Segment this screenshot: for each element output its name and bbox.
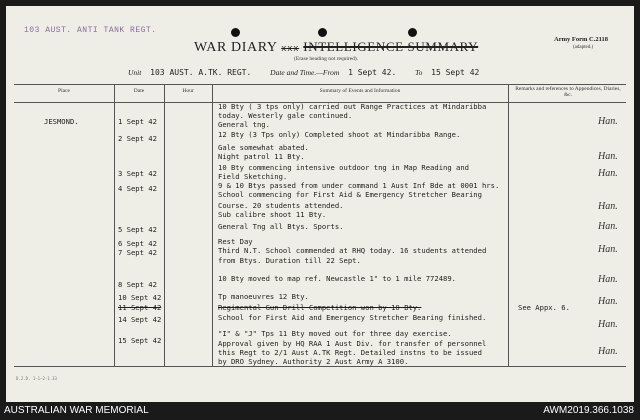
entry-line: Third N.T. School commended at RHQ today. 16 students attended [218, 246, 487, 255]
initials-signature: Han. [598, 244, 618, 255]
entry-date: 15 Sept 42 [118, 336, 162, 345]
entry-date: 6 Sept 42 [118, 239, 157, 248]
initials-signature: Han. [598, 346, 618, 357]
date-label: Date and Time.—From [270, 68, 340, 77]
entry-line: 12 Bty (3 Tps only) Completed shoot at Mindaribba Range. [218, 130, 461, 139]
initials-signature: Han. [598, 221, 618, 232]
column-rule [508, 84, 509, 366]
date-to: 15 Sept 42 [431, 68, 480, 77]
form-sub: (adapted.) [573, 45, 594, 50]
entry-date: 4 Sept 42 [118, 184, 157, 193]
place-value: JESMOND. [44, 117, 79, 126]
title-struck-text: INTELLIGENCE SUMMARY [303, 39, 479, 54]
punch-hole-icon [408, 28, 417, 37]
column-rule [212, 84, 213, 366]
unit-label: Unit [128, 68, 142, 77]
footer-institution: AUSTRALIAN WAR MEMORIAL [4, 405, 149, 416]
entry-line: Rest Day [218, 237, 253, 246]
entry-date: 3 Sept 42 [118, 169, 157, 178]
punch-hole-icon [318, 28, 327, 37]
unit-stamp: 103 AUST. ANTI TANK REGT. [24, 26, 157, 35]
entry-line: School commencing for First Aid & Emergency Stretcher Bearing [218, 190, 482, 199]
entry-line: "I" & "J" Tps 11 Bty moved out for three day exercise. [218, 329, 452, 338]
entry-line: 10 Bty commencing intensive outdoor tng in Map Reading and [218, 163, 469, 172]
initials-signature: Han. [598, 274, 618, 285]
entry-line: Field Sketching. [218, 172, 288, 181]
entry-line: this Regt to 2/1 Aust A.TK Regt. Detailed instns to be issued [218, 348, 482, 357]
unit-value: 103 AUST. A.TK. REGT. [150, 68, 252, 77]
print-mark: D.2.D. 1-1—2-1.33 [16, 376, 57, 381]
table-top-rule [14, 84, 626, 85]
header-date: Date [133, 88, 145, 94]
column-rule [114, 84, 115, 366]
to-label: To [415, 68, 423, 77]
entry-date: 5 Sept 42 [118, 225, 157, 234]
entry-line: Night patrol 11 Bty. [218, 152, 305, 161]
entry-line: by DRO Sydney. Authority 2 Aust Army A 3100. [218, 357, 409, 366]
entry-date: 10 Sept 42 [118, 293, 162, 302]
entry-date: 1 Sept 42 [118, 117, 157, 126]
form-number: Army Form C.2118 [554, 36, 608, 43]
title-note: (Erase heading not required). [294, 56, 359, 62]
header-place: Place [58, 88, 70, 94]
entry-line: 9 & 10 Btys passed from under command 1 Aust Inf Bde at 0001 hrs. [218, 181, 500, 190]
entry-date: 11 Sept 42 [118, 303, 162, 312]
initials-signature: Han. [598, 201, 618, 212]
entry-line: Gale somewhat abated. [218, 143, 309, 152]
entry-date: 14 Sept 42 [118, 315, 162, 324]
title-struck-xx: xxx [281, 44, 300, 54]
entry-line: Regimental Gun Drill Competition won by 10 Bty. [218, 303, 422, 312]
initials-signature: Han. [598, 319, 618, 330]
table-bottom-rule [14, 366, 626, 367]
remark-appendix: See Appx. 6. [518, 303, 570, 312]
entry-date: 2 Sept 42 [118, 134, 157, 143]
unit-row [128, 68, 493, 77]
entry-line: General tng. [218, 120, 270, 129]
entry-line: today. Westerly gale continued. [218, 111, 353, 120]
page-title [194, 39, 478, 56]
entry-line: School for First Aid and Emergency Stretcher Bearing finished. [218, 313, 487, 322]
entry-line: Sub calibre shoot 11 Bty. [218, 210, 327, 219]
entry-line: 10 Bty moved to map ref. Newcastle 1" to 1 mile 772489. [218, 274, 456, 283]
initials-signature: Han. [598, 168, 618, 179]
punch-hole-icon [231, 28, 240, 37]
header-hour: Hour [182, 88, 194, 94]
date-from: 1 Sept 42. [348, 68, 397, 77]
initials-signature: Han. [598, 296, 618, 307]
footer-catalog-number: AWM2019.366.1038 [543, 405, 634, 416]
initials-signature: Han. [598, 151, 618, 162]
header-summary: Summary of Events and Information [319, 88, 401, 94]
diary-page [6, 6, 634, 402]
title-prefix: WAR DIARY [194, 40, 278, 55]
column-rule [164, 84, 165, 366]
entry-line: Approval given by HQ RAA 1 Aust Div. for transfer of personnel [218, 339, 487, 348]
entry-line: Course. 20 students attended. [218, 201, 344, 210]
entry-line: 10 Bty ( 3 tps only) carried out Range Practices at Mindaribba [218, 102, 487, 111]
entry-date: 7 Sept 42 [118, 248, 157, 257]
entry-line: from Btys. Duration till 22 Sept. [218, 256, 361, 265]
entry-line: Tp manoeuvres 12 Bty. [218, 292, 309, 301]
header-remarks: Remarks and references to Appendices, Diaries, &c. [515, 86, 621, 98]
initials-signature: Han. [598, 116, 618, 127]
entry-date: 8 Sept 42 [118, 280, 157, 289]
entry-line: General Tng all Btys. Sports. [218, 222, 344, 231]
